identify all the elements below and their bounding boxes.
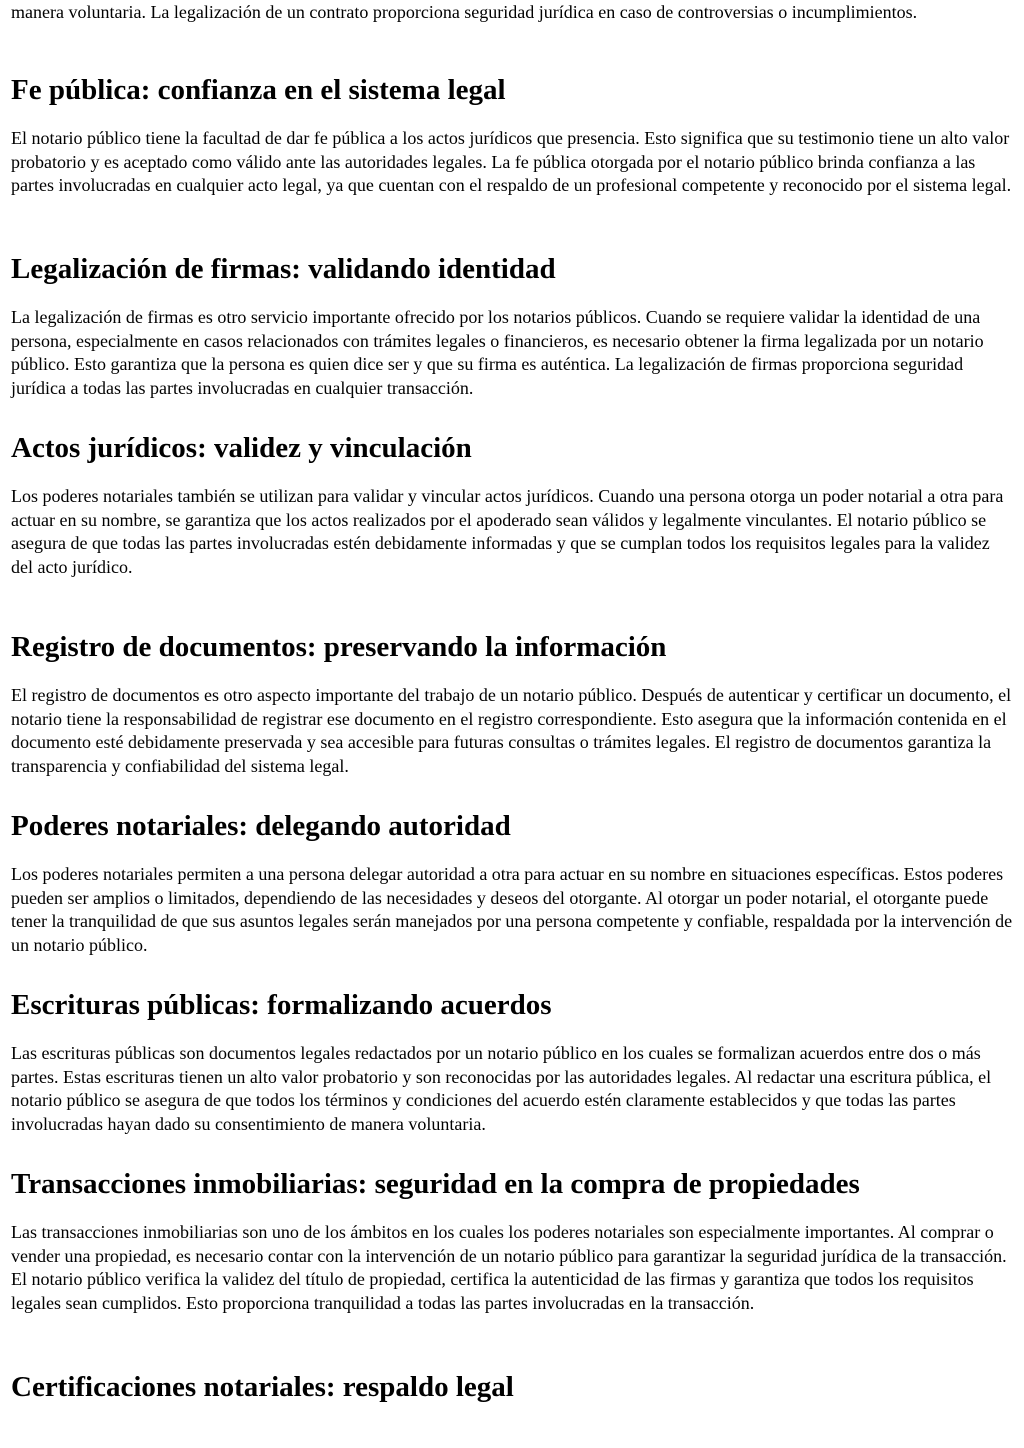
- section-heading: Legalización de firmas: validando identidad: [11, 253, 556, 285]
- section-certificaciones-notariales: [11, 1370, 1016, 1404]
- section-heading: Actos jurídicos: validez y vinculación: [11, 432, 472, 464]
- section-paragraph: Los poderes notariales permiten a una persona delegar autoridad a otra para actuar en su nombre en situaciones específicas. Estos poderes pueden ser amplios o limitados, dependiendo de las necesidades y deseos del otorgante. Al otorgar un poder notarial, el otorgante puede tener la tranquilidad de que sus asuntos legales serán manejados por una persona competente y confiable, respaldada por la intervención de un notario público.: [11, 864, 1013, 955]
- section-paragraph: Los poderes notariales también se utilizan para validar y vincular actos jurídicos. Cuando una persona otorga un poder notarial a otra para actuar en su nombre, se garantiza que los actos realizados por el apoderado sean válidos y legalmente vinculantes. El notario público se asegura de que todas las partes involucradas estén debidamente informadas y que se cumplan todos los requisitos legales para la validez del acto jurídico.: [11, 486, 1004, 577]
- section-actos-juridicos: [11, 431, 1016, 579]
- section-paragraph: El notario público tiene la facultad de dar fe pública a los actos jurídicos que presencia. Esto significa que su testimonio tiene un alto valor probatorio y es aceptado como válido ante las autoridades legales. La fe pública otorgada por el notario público brinda confianza a las partes involucradas en cualquier acto legal, ya que cuentan con el respaldo de un profesional competente y reconocido por el sistema legal.: [11, 128, 1012, 195]
- section-poderes-notariales: [11, 809, 1016, 957]
- section-heading: Poderes notariales: delegando autoridad: [11, 810, 511, 842]
- section-paragraph: Las escrituras públicas son documentos legales redactados por un notario público en los cuales se formalizan acuerdos entre dos o más partes. Estas escrituras tienen un alto valor probatorio y son reconocidas por las autoridades legales. Al redactar una escritura pública, el notario público se asegura de que todos los términos y condiciones del acuerdo estén claramente establecidos y que todas las partes involucradas hayan dado su consentimiento de manera voluntaria.: [11, 1043, 992, 1134]
- section-registro-documentos: [11, 630, 1016, 778]
- section-escrituras-publicas: [11, 988, 1016, 1136]
- section-heading: Registro de documentos: preservando la información: [11, 631, 667, 663]
- section-paragraph: Las transacciones inmobiliarias son uno de los ámbitos en los cuales los poderes notariales son especialmente importantes. Al comprar o vender una propiedad, es necesario contar con la intervención de un notario público para garantizar la seguridad jurídica de la transacción. El notario público verifica la validez del título de propiedad, certifica la autenticidad de las firmas y garantiza que todos los requisitos legales sean cumplidos. Esto proporciona tranquilidad a todas las partes involucradas en la transacción.: [11, 1222, 1007, 1313]
- section-transacciones-inmobiliarias: [11, 1167, 1016, 1315]
- section-paragraph: La legalización de firmas es otro servicio importante ofrecido por los notarios públicos. Cuando se requiere validar la identidad de una persona, especialmente en casos relacionados con trámites legales o financieros, es necesario obtener la firma legalizada por un notario público. Esto garantiza que la persona es quien dice ser y que su firma es auténtica. La legalización de firmas proporciona seguridad jurídica a todas las partes involucradas en cualquier transacción.: [11, 307, 984, 398]
- section-heading: Escrituras públicas: formalizando acuerdos: [11, 989, 552, 1021]
- section-heading: Certificaciones notariales: respaldo legal: [11, 1371, 514, 1403]
- section-heading: Fe pública: confianza en el sistema legal: [11, 74, 506, 106]
- section-legalizacion-firmas: [11, 252, 1016, 400]
- lead-paragraph: manera voluntaria. La legalización de un contrato proporciona seguridad jurídica en caso de controversias o incumplimientos.: [11, 2, 918, 22]
- section-fe-publica: [11, 73, 1016, 198]
- section-heading: Transacciones inmobiliarias: seguridad en la compra de propiedades: [11, 1168, 860, 1200]
- section-paragraph: El registro de documentos es otro aspecto importante del trabajo de un notario público. Después de autenticar y certificar un documento, el notario tiene la responsabilidad de registrar ese documento en el registro correspondiente. Esto asegura que la información contenida en el documento esté debidamente preservada y sea accesible para futuras consultas o trámites legales. El registro de documentos garantiza la transparencia y confiabilidad del sistema legal.: [11, 685, 1012, 776]
